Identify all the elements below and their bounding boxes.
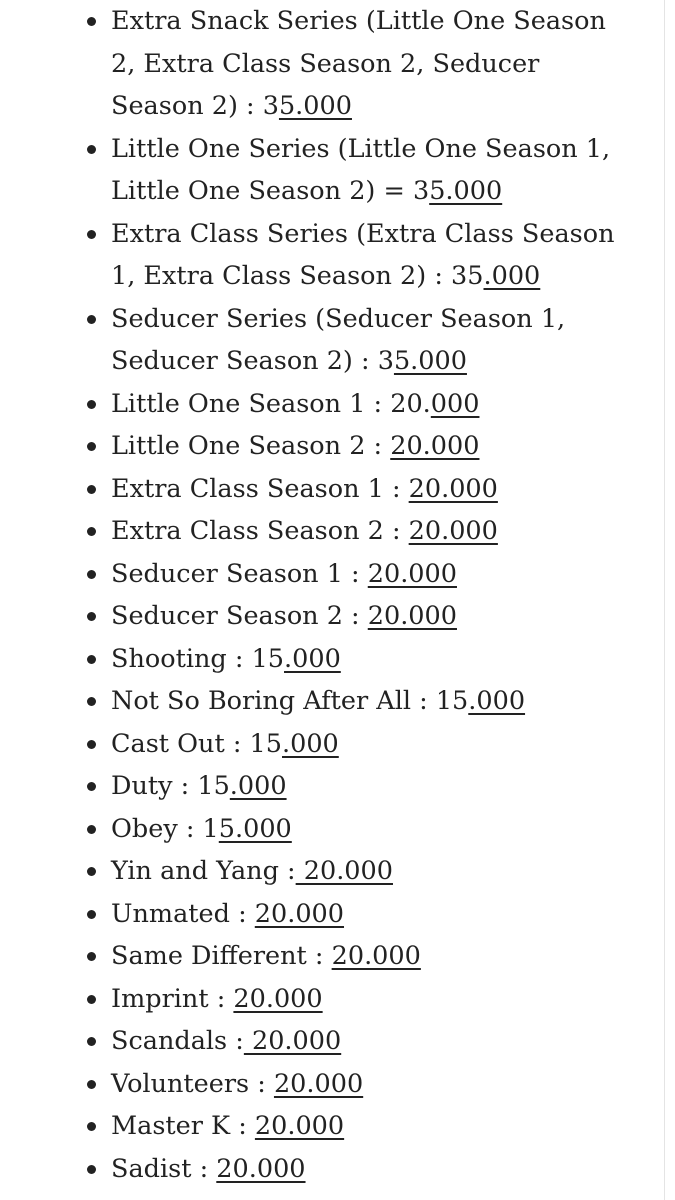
price-list-item — [84, 850, 624, 893]
price-list-item — [84, 468, 624, 511]
item-price: 15 — [435, 686, 469, 716]
item-price-underlined: 20.000 — [254, 1111, 345, 1141]
item-price-underlined: 20.000 — [243, 1026, 342, 1056]
price-list-item — [84, 893, 624, 936]
item-title: Extra Snack Series (Little One Season 2, Extra Class Season 2, Seducer Season 2) — [111, 6, 615, 121]
item-title: Unmated — [111, 898, 230, 929]
item-price: 3 — [377, 346, 394, 376]
item-separator: : — [208, 983, 234, 1014]
item-price-underlined: 20.000 — [273, 1068, 364, 1099]
price-list — [84, 0, 624, 1190]
item-separator: : — [237, 91, 263, 121]
price-list-item — [84, 553, 624, 596]
item-price-underlined: 20.000 — [367, 601, 457, 631]
item-price-underlined: 20.000 — [233, 983, 323, 1014]
item-separator: : — [224, 728, 250, 759]
price-list-item — [84, 638, 624, 681]
price-list-item — [84, 935, 624, 978]
item-price-underlined: 20.000 — [408, 473, 498, 504]
item-separator: : — [383, 516, 409, 546]
item-separator: : — [172, 771, 198, 801]
price-list-item — [84, 765, 624, 808]
item-title: Same Different — [111, 941, 307, 971]
item-title: Seducer Season 2 — [111, 601, 343, 631]
price-list-item — [84, 595, 624, 638]
item-price-underlined: 5.000 — [393, 346, 467, 376]
item-price-underlined: .000 — [483, 261, 541, 291]
price-list-item — [84, 298, 624, 383]
item-price-underlined: 5.000 — [278, 91, 352, 121]
item-title: Volunteers — [111, 1068, 250, 1099]
item-price: 15 — [249, 728, 282, 759]
page-edge-divider — [664, 0, 665, 1200]
item-separator: = — [375, 176, 413, 206]
item-price-underlined: 20.000 — [295, 856, 393, 886]
item-title: Extra Class Season 2 — [111, 516, 384, 546]
item-title: Obey — [111, 813, 178, 844]
item-title: Little One Series (Little One Season 1, Little One Season 2) — [111, 133, 619, 206]
price-list-item — [84, 1148, 624, 1191]
item-separator: : — [226, 643, 252, 674]
item-price-underlined: 20.000 — [408, 516, 498, 546]
item-title: Master K — [111, 1111, 231, 1141]
item-title: Seducer Season 1 — [111, 558, 343, 589]
item-separator: : — [342, 601, 368, 631]
item-title: Little One Season 2 — [111, 431, 366, 461]
item-separator: : — [365, 431, 391, 461]
item-separator: : — [365, 388, 391, 419]
item-title: Yin and Yang — [111, 856, 279, 886]
item-title: Scandals — [111, 1026, 228, 1056]
item-title: Extra Class Series (Extra Class Season 1, Extra Class Season 2) — [111, 218, 623, 291]
item-title: Shooting — [111, 643, 227, 674]
item-price-underlined: 20.000 — [216, 1153, 306, 1184]
item-price-underlined: 20.000 — [367, 558, 457, 589]
price-list-item — [84, 1063, 624, 1106]
item-separator: : — [229, 898, 255, 929]
item-separator: : — [426, 261, 452, 291]
item-title: Sadist — [111, 1153, 192, 1184]
price-list-item — [84, 128, 624, 213]
item-separator: : — [342, 558, 368, 589]
price-list-item — [84, 808, 624, 851]
price-list-item — [84, 1020, 624, 1063]
item-title: Little One Season 1 — [111, 388, 366, 419]
item-separator: : — [352, 346, 378, 376]
item-price: 35 — [451, 261, 484, 291]
price-list-item — [84, 978, 624, 1021]
item-title: Cast Out — [111, 728, 225, 759]
item-price: 3 — [412, 176, 430, 206]
price-list-item — [84, 1105, 624, 1148]
item-price-underlined: .000 — [282, 728, 339, 759]
price-list-item — [84, 0, 624, 128]
item-separator: : — [306, 941, 332, 971]
item-price-underlined: 20.000 — [390, 431, 480, 461]
item-price-underlined: .000 — [284, 643, 341, 674]
price-list-item — [84, 425, 624, 468]
item-price-underlined: 20.000 — [331, 941, 421, 971]
item-price: 1 — [202, 813, 219, 844]
price-list-item — [84, 680, 624, 723]
item-price-underlined: .000 — [229, 771, 287, 801]
item-separator: : — [411, 686, 436, 716]
price-list-item — [84, 383, 624, 426]
item-separator: : — [230, 1111, 255, 1141]
item-title: Extra Class Season 1 — [111, 473, 384, 504]
item-title: Not So Boring After All — [111, 686, 411, 716]
item-separator: : — [227, 1026, 244, 1056]
item-separator: : — [191, 1153, 217, 1184]
item-title: Imprint — [111, 983, 209, 1014]
item-price: 3 — [262, 91, 279, 121]
price-list-item — [84, 723, 624, 766]
item-separator: : — [177, 813, 203, 844]
item-separator: : — [383, 473, 409, 504]
item-price: 15 — [251, 643, 285, 674]
item-price: 15 — [197, 771, 230, 801]
item-price-underlined: 20.000 — [254, 898, 345, 929]
item-separator: : — [249, 1068, 274, 1099]
item-price-underlined: 000 — [430, 388, 480, 419]
item-separator: : — [278, 856, 296, 886]
item-price-underlined: 5.000 — [429, 176, 503, 206]
item-title: Duty — [111, 771, 173, 801]
item-price-underlined: .000 — [468, 686, 526, 716]
item-price-underlined: 5.000 — [218, 813, 292, 844]
price-list-item — [84, 213, 624, 298]
price-list-item — [84, 510, 624, 553]
item-title: Seducer Series (Seducer Season 1, Seducer Season 2) — [111, 303, 574, 376]
item-price: 20. — [390, 388, 431, 419]
